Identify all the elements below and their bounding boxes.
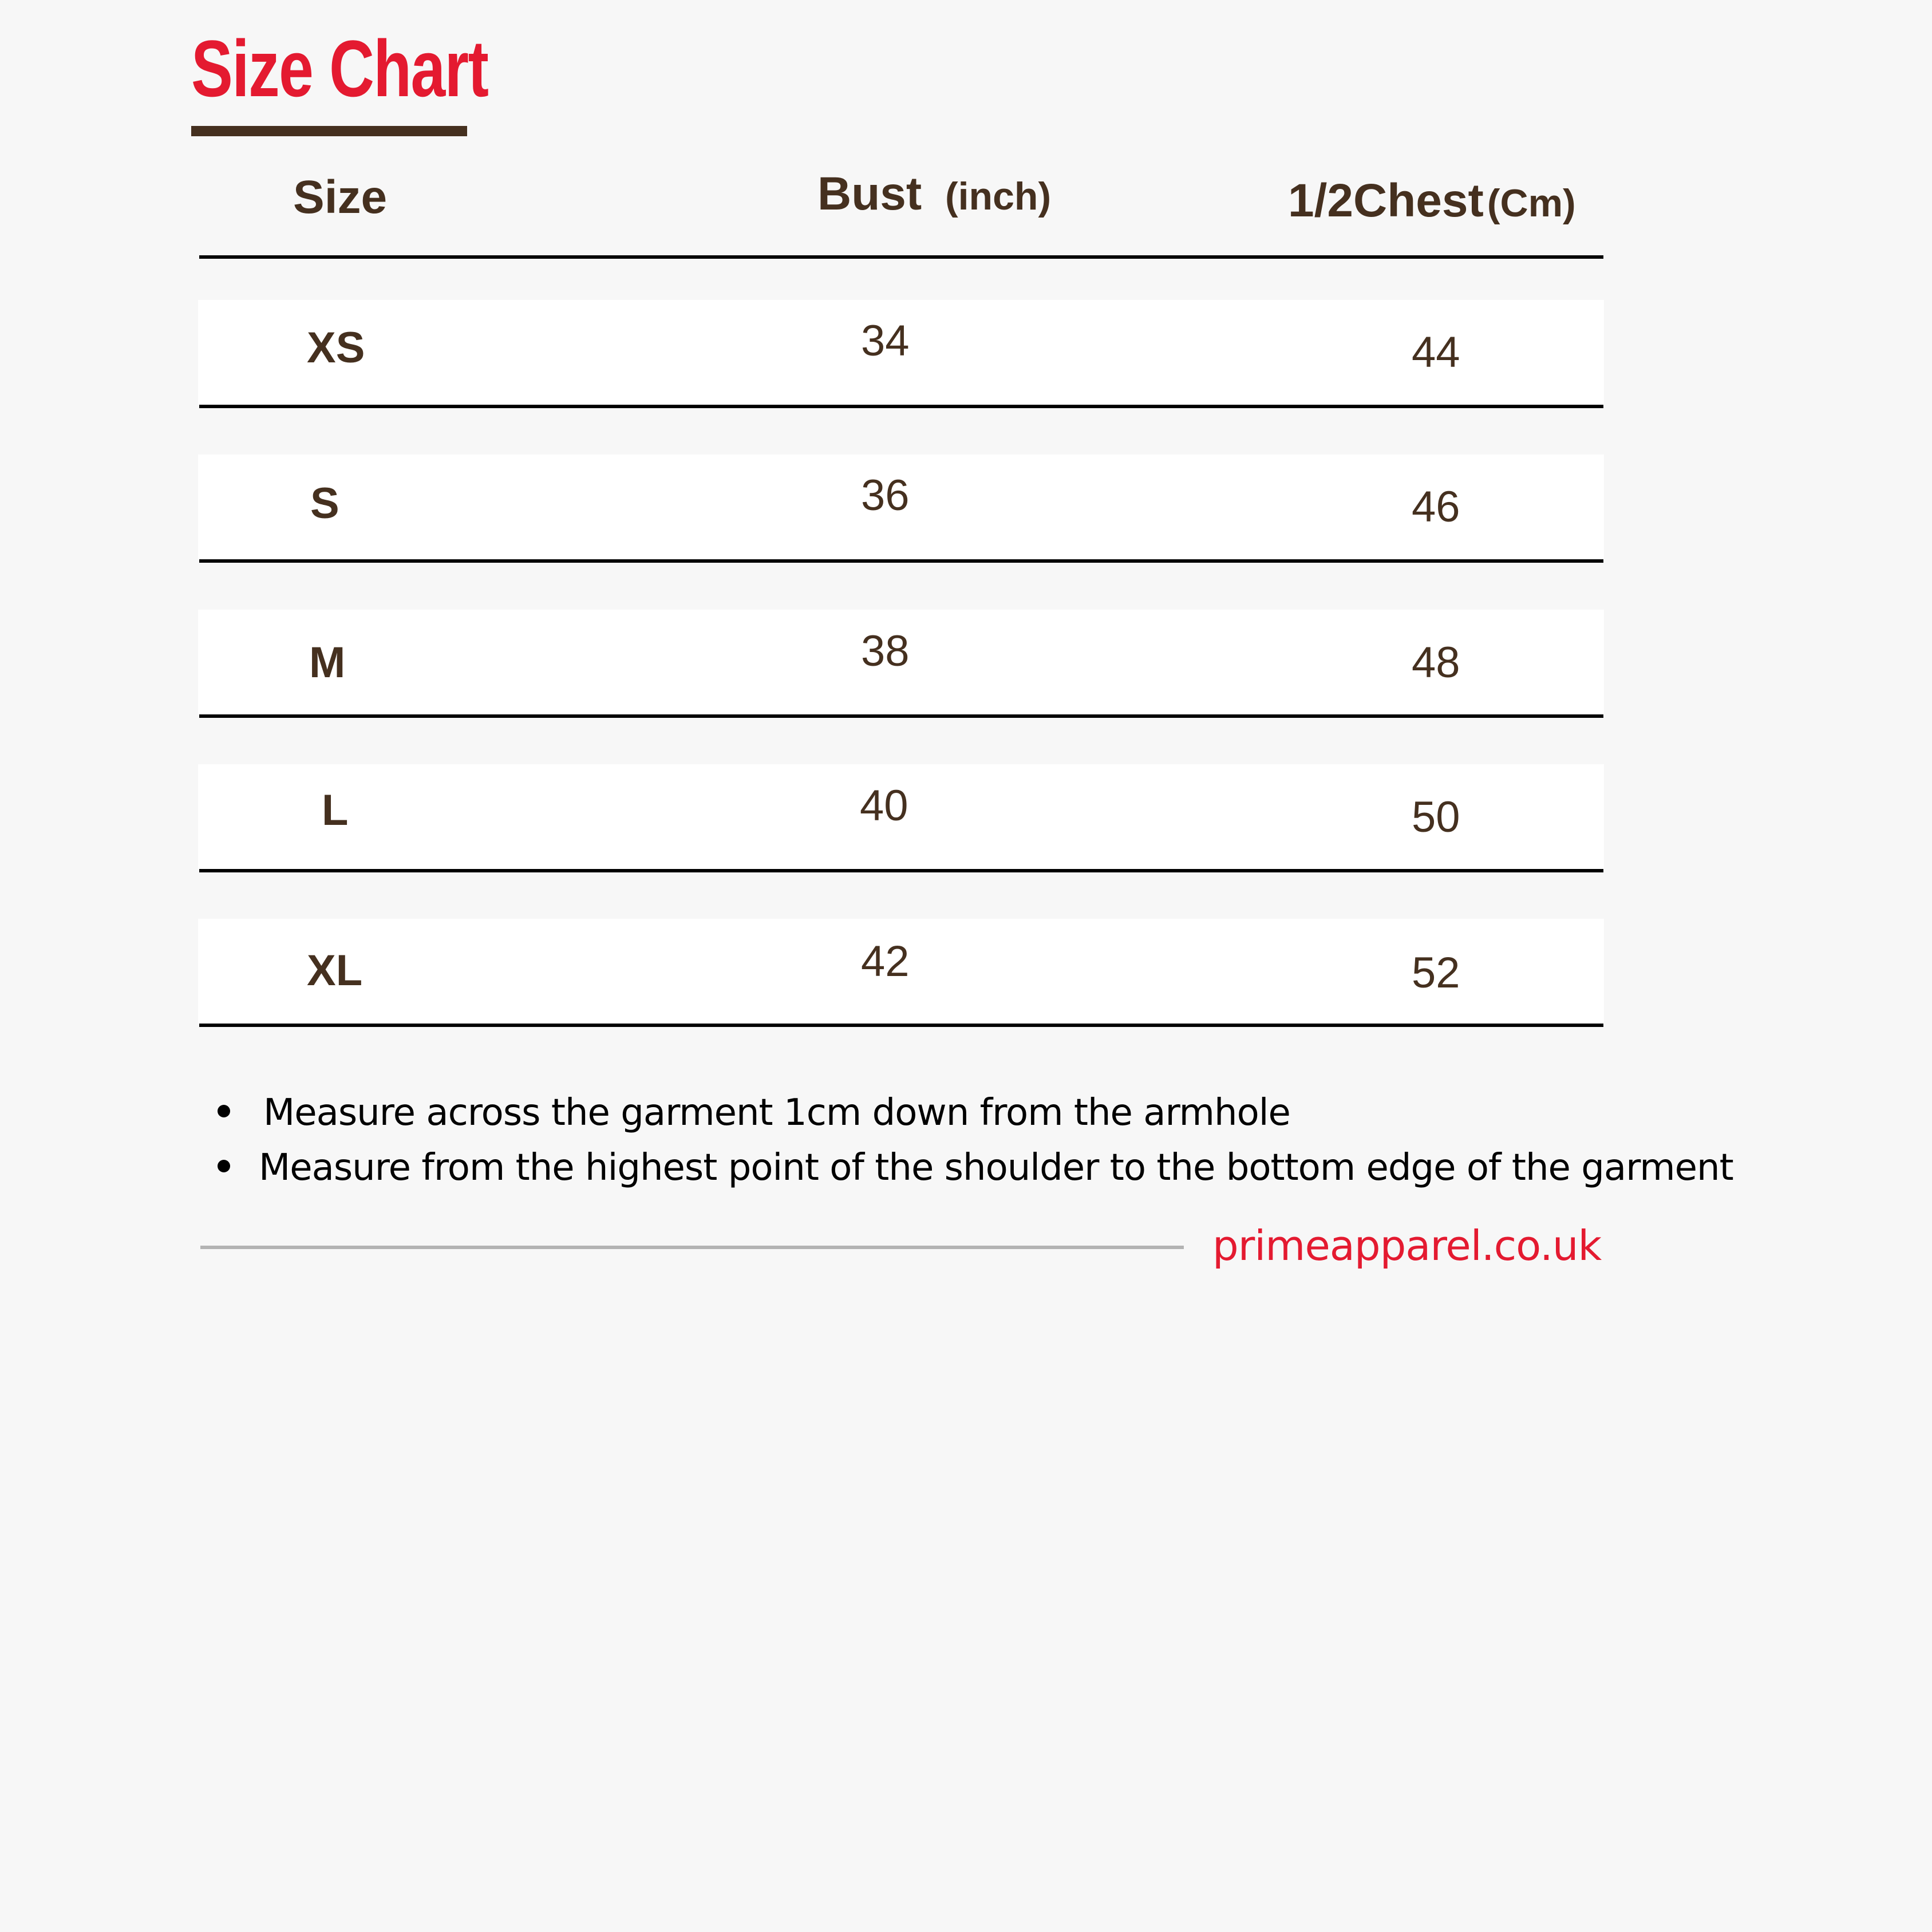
row-divider (199, 869, 1603, 872)
header-bust-label: Bust (817, 168, 922, 220)
bullet-icon (218, 1105, 230, 1117)
cell-chest: 50 (1412, 793, 1460, 841)
cell-chest: 44 (1412, 328, 1460, 377)
row-divider (199, 1024, 1603, 1027)
bullet-icon (218, 1160, 230, 1172)
cell-bust: 36 (861, 471, 910, 520)
header-bust-unit: (inch) (945, 175, 1052, 218)
header-size: Size (293, 171, 388, 223)
header-chest (1288, 175, 1576, 227)
row-divider (199, 714, 1603, 718)
website-link[interactable]: primeapparel.co.uk (1212, 1222, 1602, 1270)
note-item: Measure from the highest point of the shoulder to the bottom edge of the garment (218, 1149, 1733, 1186)
cell-bust: 40 (860, 781, 908, 830)
row-divider (199, 405, 1603, 408)
cell-size: XL (307, 946, 363, 995)
cell-chest: 46 (1412, 483, 1460, 531)
header-chest-unit: (Cm) (1487, 181, 1576, 225)
footer-divider (200, 1246, 1184, 1249)
header-divider (199, 255, 1603, 259)
cell-size: L (322, 786, 349, 835)
note-item: Measure across the garment 1cm down from the armhole (218, 1095, 1290, 1131)
row-divider (199, 559, 1603, 563)
header-chest-label: 1/2Chest (1288, 175, 1484, 227)
cell-bust: 38 (861, 627, 910, 675)
cell-size: M (309, 638, 346, 687)
header-bust (817, 168, 1052, 220)
cell-size: S (310, 479, 339, 528)
cell-chest: 52 (1412, 949, 1460, 997)
title-underline (191, 126, 467, 136)
page-title: Size Chart (191, 23, 488, 113)
cell-chest: 48 (1412, 638, 1460, 687)
cell-bust: 42 (861, 937, 910, 986)
cell-size: XS (307, 323, 365, 372)
cell-bust: 34 (861, 317, 910, 365)
